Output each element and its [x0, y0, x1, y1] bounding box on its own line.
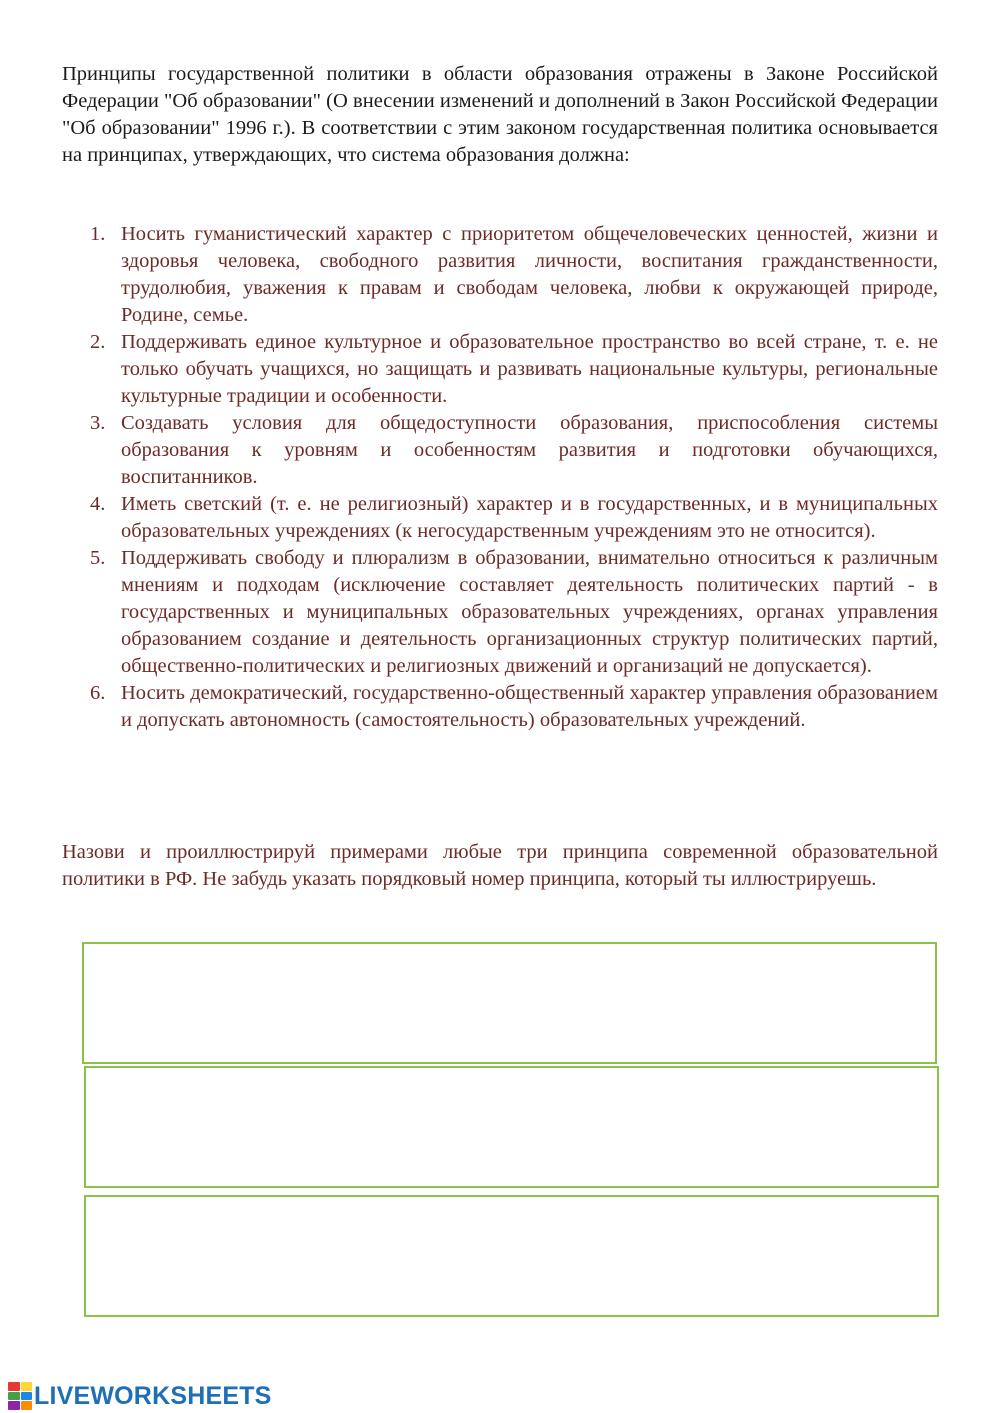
principle-number: 2.	[90, 331, 106, 353]
logo-square	[21, 1392, 33, 1401]
logo-square	[21, 1382, 33, 1391]
logo-square	[8, 1392, 20, 1401]
principle-number: 3.	[90, 412, 106, 434]
principle-number: 1.	[90, 223, 106, 245]
logo-square	[8, 1401, 20, 1410]
logo-square	[8, 1382, 20, 1391]
principle-text: Поддерживать свободу и плюрализм в образовании, внимательно относиться к различным мнениям и подходам (исключение составляет деятельность политических партий - в государственных и муниципальных образовательных учреждениях, органах управления образованием создание и деятельность организационных структур политических партий, общественно-политических и религиозных движений и организаций не допускается).	[121, 547, 938, 677]
principle-item	[62, 221, 938, 329]
intro-paragraph: Принципы государственной политики в области образования отражены в Законе Российской Федерации "Об образовании" (О внесении изменений и дополнений в Закон Российской Федерации "Об образовании" 1996 г.). В соответствии с этим законом государственная политика основывается на принципах, утверждающих, что система образования должна:	[62, 63, 938, 166]
principle-item	[62, 545, 938, 680]
principle-item	[62, 410, 938, 491]
principle-text: Иметь светский (т. е. не религиозный) характер и в государственных, и в муниципальных образовательных учреждениях (к негосударственным учреждениям это не относится).	[121, 493, 938, 542]
principle-text: Поддерживать единое культурное и образовательное пространство во всей стране, т. е. не только обучать учащихся, но защищать и развивать национальные культуры, региональные культурные традиции и особенности.	[121, 331, 938, 407]
answer-box-3[interactable]	[84, 1195, 939, 1317]
principle-number: 4.	[90, 493, 106, 515]
brand-name: LIVEWORKSHEETS	[34, 1381, 272, 1410]
principle-item	[62, 329, 938, 410]
principle-text: Носить гуманистический характер с приоритетом общечеловеческих ценностей, жизни и здоровья человека, свободного развития личности, воспитания гражданственности, трудолюбия, уважения к правам и свободам человека, любви к окружающей природе, Родине, семье.	[121, 223, 938, 326]
principle-number: 6.	[90, 682, 106, 704]
logo-square	[21, 1401, 33, 1410]
liveworksheets-brand[interactable]	[8, 1381, 272, 1411]
principle-number: 5.	[90, 547, 106, 569]
answer-box-2[interactable]	[84, 1066, 939, 1188]
task-instruction: Назови и проиллюстрируй примерами любые три принципа современной образовательной политики в РФ. Не забудь указать порядковый номер принципа, который ты иллюстрируешь.	[62, 841, 938, 890]
principle-item	[62, 491, 938, 545]
answer-box-1[interactable]	[82, 942, 937, 1064]
principle-item	[62, 680, 938, 734]
liveworksheets-logo-icon	[8, 1382, 32, 1410]
principle-text: Создавать условия для общедоступности образования, приспособления системы образования к уровням и особенностям развития и подготовки обучающихся, воспитанников.	[121, 412, 938, 488]
principles-list	[62, 221, 938, 734]
principle-text: Носить демократический, государственно-общественный характер управления образованием и допускать автономность (самостоятельность) образовательных учреждений.	[121, 682, 938, 731]
